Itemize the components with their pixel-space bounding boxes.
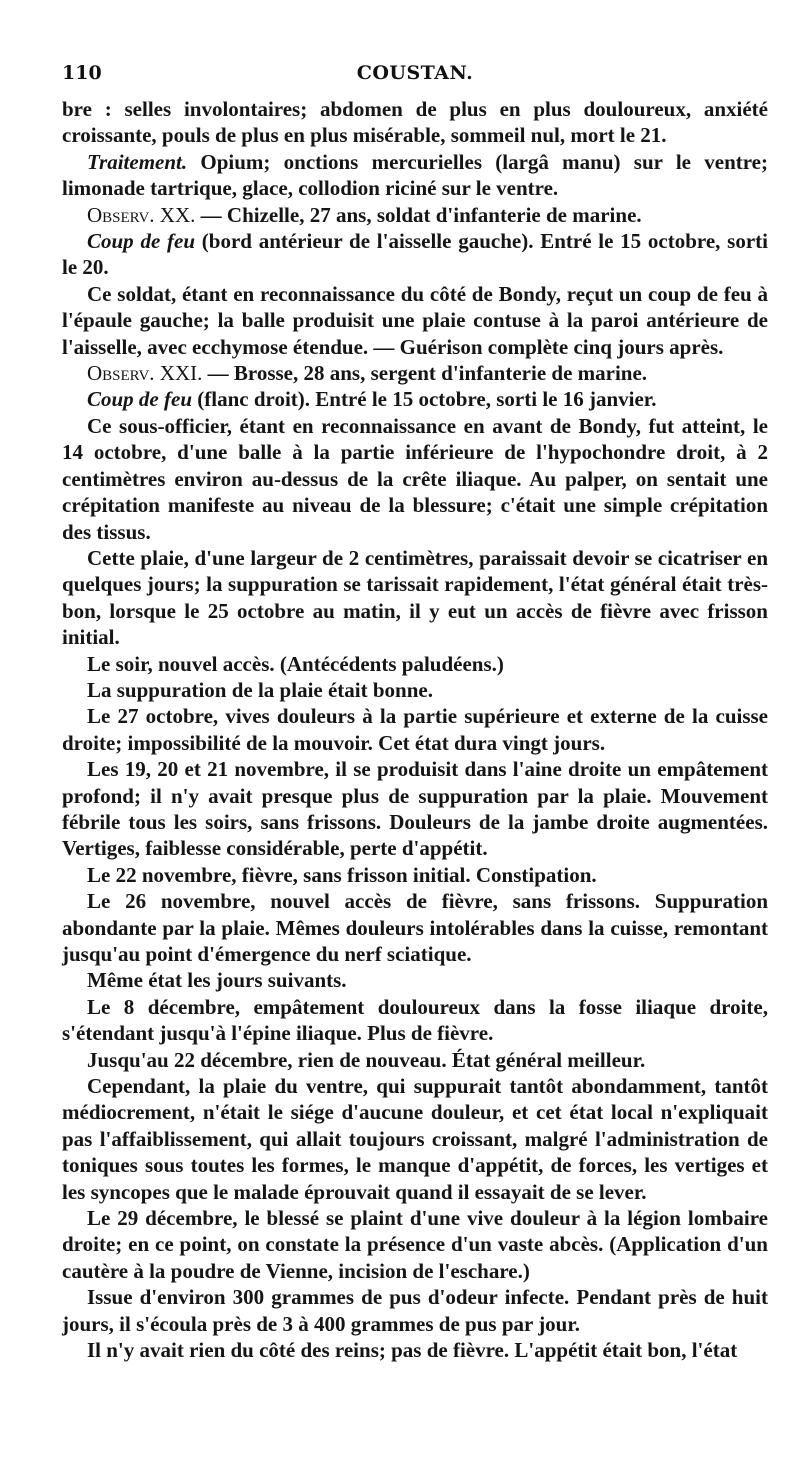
- paragraph-text: Cependant, la plaie du ventre, qui suppurait tantôt abondamment, tantôt médiocrement, n'était le siége d'aucune douleur, et cet état local n'expliquait pas l'affaiblissement, qui allait toujours croissant, malgré l'administration de toniques sous toutes les formes, le manque d'appétit, de forces, les vertiges et les syncopes que le malade éprouvait quand il essayait de se lever.: [62, 1074, 768, 1204]
- paragraph-text: (bord antérieur de l'aisselle gauche). Entré le 15 octobre, sorti le 20.: [62, 229, 769, 280]
- paragraph: [62, 202, 768, 228]
- paragraph-label: Observ. XXI.: [87, 361, 203, 386]
- paragraph-text: bre : selles involontaires; abdomen de plus en plus douloureux, anxiété croissante, pouls de plus en plus misérable, sommeil nul, mort le 21.: [62, 97, 768, 148]
- paragraph-text: Le 26 novembre, nouvel accès de fièvre, sans frissons. Suppuration abondante par la plaie. Mêmes douleurs intolérables dans la cuisse, remontant jusqu'au point d'émergence du nerf sciatique.: [62, 889, 768, 966]
- paragraph-text: Le 8 décembre, empâtement douloureux dans la fosse iliaque droite, s'étendant jusqu'à l'épine iliaque. Plus de fièvre.: [62, 994, 768, 1046]
- paragraph-text: La suppuration de la plaie était bonne.: [87, 677, 433, 702]
- paragraph: [62, 677, 768, 703]
- paragraph-text: Le 22 novembre, fièvre, sans frisson initial. Constipation.: [87, 862, 597, 887]
- paragraph: [62, 888, 768, 967]
- page-number: 110: [62, 62, 102, 84]
- paragraph-text: Jusqu'au 22 décembre, rien de nouveau. État général meilleur.: [87, 1047, 646, 1072]
- paragraph: [62, 756, 768, 862]
- paragraph-text: Le soir, nouvel accès. (Antécédents paludéens.): [87, 651, 504, 676]
- paragraph: [62, 1073, 768, 1205]
- paragraph: [62, 149, 768, 202]
- paragraph: [62, 281, 768, 360]
- paragraph-text: Issue d'environ 300 grammes de pus d'odeur infecte. Pendant près de huit jours, il s'écoula près de 3 à 400 grammes de pus par jour.: [62, 1285, 768, 1336]
- paragraph: [62, 703, 768, 756]
- body-text: [62, 96, 768, 1364]
- paragraph: [62, 651, 768, 677]
- paragraph-text: Les 19, 20 et 21 novembre, il se produisit dans l'aine droite un empâtement profond; il n'y avait presque plus de suppuration par la plaie. Mouvement fébrile tous les soirs, sans frissons. Douleurs de la jambe droite augmentées. Vertiges, faiblesse considérable, perte d'appétit.: [62, 757, 768, 861]
- paragraph: [62, 994, 768, 1047]
- paragraph: [62, 967, 768, 993]
- paragraph-text: — Chizelle, 27 ans, soldat d'infanterie de marine.: [195, 202, 642, 227]
- paragraph: [62, 1284, 768, 1337]
- paragraph: [62, 386, 768, 412]
- paragraph-label: Coup de feu: [87, 387, 192, 412]
- running-title: COUSTAN.: [356, 62, 474, 84]
- paragraph-label: Observ. XX.: [87, 202, 196, 227]
- page-header: [62, 62, 768, 88]
- paragraph-text: Le 29 décembre, le blessé se plaint d'une vive douleur à la légion lombaire droite; en ce point, on constate la présence d'un vaste abcès. (Application d'un cautère à la poudre de Vienne, incision de l'eschare.): [62, 1206, 768, 1283]
- paragraph-text: Opium; onctions mercurielles (largâ manu) sur le ventre; limonade tartrique, glace, collodion riciné sur le ventre.: [62, 149, 768, 201]
- paragraph-label: Coup de feu: [87, 229, 196, 254]
- paragraph-text: Le 27 octobre, vives douleurs à la partie supérieure et externe de la cuisse droite; impossibilité de la mouvoir. Cet état dura vingt jours.: [62, 704, 768, 755]
- paragraph: [62, 1337, 768, 1363]
- paragraph: [62, 545, 768, 651]
- paragraph: [62, 228, 768, 281]
- paragraph-text: Même état les jours suivants.: [87, 968, 347, 993]
- paragraph: [62, 96, 768, 149]
- paragraph: [62, 413, 768, 545]
- paragraph: [62, 360, 768, 386]
- paragraph-text: Ce sous-officier, étant en reconnaissance en avant de Bondy, fut atteint, le 14 octobre, d'une balle à la partie inférieure de l'hypochondre droit, à 2 centimètres environ au-dessus de la crête iliaque. Au palper, on sentait une crépitation manifeste au niveau de la blessure; c'était une simple crépitation des tissus.: [62, 413, 768, 544]
- paragraph-text: Il n'y avait rien du côté des reins; pas de fièvre. L'appétit était bon, l'état: [87, 1338, 738, 1363]
- paragraph-text: Cette plaie, d'une largeur de 2 centimètres, paraissait devoir se cicatriser en quelques jours; la suppuration se tarissait rapidement, l'état général était très-bon, lorsque le 25 octobre au matin, il y eut un accès de fièvre avec frisson initial.: [62, 545, 768, 650]
- paragraph-label: Traitement.: [87, 149, 188, 174]
- paragraph-text: — Brosse, 28 ans, sergent d'infanterie de marine.: [202, 361, 648, 386]
- paragraph: [62, 1205, 768, 1284]
- paragraph: [62, 862, 768, 888]
- paragraph: [62, 1047, 768, 1073]
- paragraph-text: (flanc droit). Entré le 15 octobre, sorti le 16 janvier.: [192, 387, 657, 412]
- paragraph-text: Ce soldat, étant en reconnaissance du côté de Bondy, reçut un coup de feu à l'épaule gauche; la balle produisit une plaie contuse à la paroi antérieure de l'aisselle, avec ecchymose étendue. — Guérison complète cinq jours après.: [62, 281, 768, 359]
